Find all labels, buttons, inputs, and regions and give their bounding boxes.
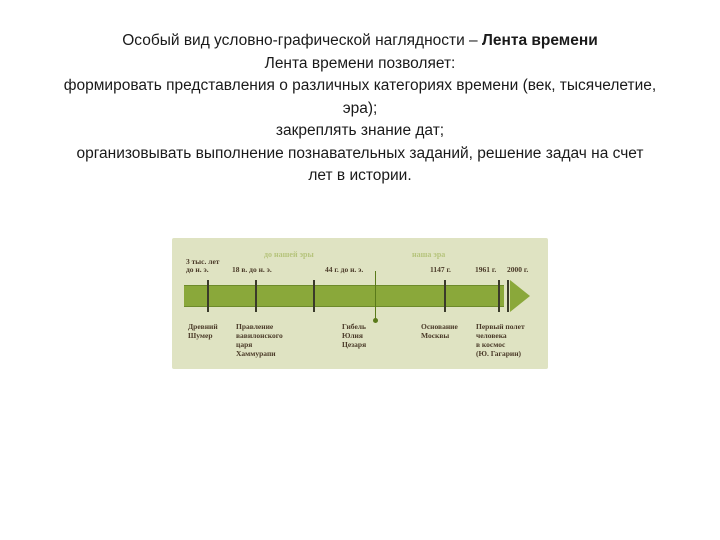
date-label-2: 18 в. до н. э. [232, 265, 272, 274]
event-hammurabi-line2: вавилонского [236, 331, 283, 340]
timeline-arrow-icon [510, 280, 530, 312]
tick-5 [498, 280, 500, 312]
event-caesar-line2: Юлия [342, 331, 363, 340]
event-hammurabi-line3: царя [236, 340, 253, 349]
caesar-marker-dot [373, 318, 378, 323]
goal-line-3: организовывать выполнение познавательных заданий, решение задач на счет [76, 144, 644, 162]
heading-prefix: Особый вид условно-графической наглядности – [122, 32, 482, 49]
date-label-1-line2: до н. э. [186, 265, 209, 274]
intro-line: Лента времени позволяет: [264, 54, 456, 72]
event-sumer-line1: Древний [188, 322, 218, 331]
event-hammurabi-line4: Хаммурапи [236, 349, 276, 358]
event-gagarin-line4: (Ю. Гагарин) [476, 349, 522, 358]
goal-line-2: закреплять знание дат; [275, 122, 445, 139]
goal-line-1: формировать представления о различных категориях времени (век, тысячелетие, [63, 77, 657, 94]
event-hammurabi-line1: Правление [236, 322, 274, 331]
event-sumer-line2: Шумер [188, 331, 213, 340]
timeline-figure [172, 238, 548, 369]
tick-3 [313, 280, 315, 312]
heading-term: Лента времени [482, 32, 598, 49]
event-moscow [421, 322, 458, 340]
date-label-5: 1961 г. [475, 265, 497, 274]
event-caesar-line3: Цезаря [342, 340, 367, 349]
event-sumer [188, 322, 218, 340]
era-ad-label: наша эра [412, 250, 446, 259]
event-moscow-line2: Москвы [421, 331, 450, 340]
date-label-1 [186, 258, 219, 274]
date-label-4: 1147 г. [430, 265, 451, 274]
event-gagarin-line1: Первый полет [476, 322, 525, 331]
goal-line-3-cont: лет в истории. [308, 167, 412, 184]
event-moscow-line1: Основание [421, 322, 458, 331]
tick-2 [255, 280, 257, 312]
goal-line-1-cont: эра); [342, 99, 378, 117]
event-gagarin-line2: человека [476, 331, 507, 340]
event-gagarin-line3: в космос [476, 340, 506, 349]
era-bc-label: до нашей эры [264, 250, 314, 259]
event-caesar [342, 322, 366, 349]
timeline-bar [184, 285, 504, 307]
date-label-1-line1: 3 тыс. лет [186, 257, 220, 266]
date-label-3: 44 г. до н. э. [325, 265, 364, 274]
caesar-marker-line [375, 271, 376, 319]
event-caesar-line1: Гибель [342, 322, 366, 331]
tick-1 [207, 280, 209, 312]
event-gagarin [476, 322, 525, 358]
tick-4 [444, 280, 446, 312]
description-text [20, 30, 700, 188]
date-label-6: 2000 г. [507, 265, 529, 274]
heading-line [20, 30, 700, 53]
tick-6 [507, 280, 509, 312]
event-hammurabi [236, 322, 283, 358]
